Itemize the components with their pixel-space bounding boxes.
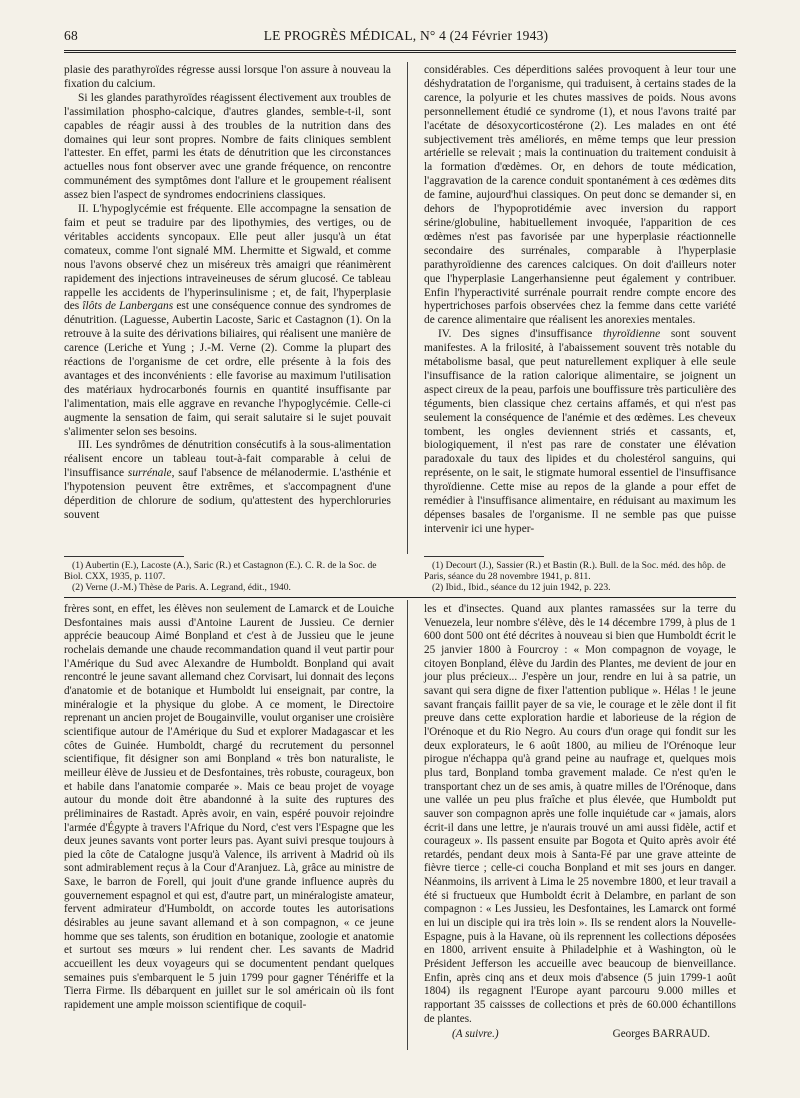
paragraph: les et d'insectes. Quand aux plantes ramassées sur la terre du Venuezela, leur nombre s'élève, dès le 14 décembre 1799, à plus de 1 600 dont 500 ont été décrites à nouveau si bien que Humboldt écrit le 25 janvier 1800 à Fourcroy : « Mon compagnon de voyage, le citoyen Bonpland, élève du Jardin des Plantes, me devient de jour en jour plus précieux... J'espère un jour, rendre en lui à sa patrie, un savant qui sera digne de fixer l'attention publique ». Hélas ! le jeune savant français faillit payer de sa vie, le courage et le zèle dont il fit preuve dans cette exploration hardie et laborieuse de la région de l'Orénoque et du Rio Negro. Au cours d'un orage qui fondit sur les deux explorateurs, le 6 août 1800, au milieu de l'Orénoque leur pirogue n'échappa qu'à grand peine au naufrage et, quelques mois plus tard, Bonpland tomba gravement malade. Ce n'est qu'en le transportant chez un de ses amis, à quatre milles de l'Orénoque, dans une vallée un peu plus fraîche et plus élevée, que Humboldt put sauver son compagnon après une folle inquiétude car « jamais, alors écrit-il dans une lettre, je n'aurais trouvé un ami aussi fidèle, actif et courageux ». Ils passent ensuite par Bogota et Quito après avoir été retardés, pendant deux mois à Santa-Fé par une grave atteinte de fièvre tierce ; celle-ci coucha Bonpland et mit ses jours en danger. Néanmoins, ils arrivent à Lima le 25 novembre 1800, et leur travail a été si fructueux que Humboldt écrit à Delambre, en parlant de son compagnon : « Les Jussieu, les Desfontaines, les Lamarck ont formé en lui un disciple qui ira très loin ». Ils se rendent alors la Nouvelle-Espagne, puis à la Havane, où ils reprennent les collections déposées en 1800, arrivent ensuite à Philadelphie et à Washington, où le Président Jefferson les accueille avec beaucoup de bienveillance. Enfin, après cinq ans et deux mois d'absence (5 juin 1799-1 août 1804) ils regagnent l'Europe ayant parcouru 9.000 milles et rapportant 35 caissses de collections et près de 60.000 échantillons de plantes. [424, 603, 736, 1025]
footnote-rule [64, 556, 184, 557]
running-header [64, 28, 734, 48]
italic-term: surrénale [127, 467, 172, 480]
section-rule [64, 597, 736, 598]
page-number: 68 [64, 28, 78, 43]
footnote: (1) Aubertin (E.), Lacoste (A.), Saric (R.) et Castagnon (E.). C. R. de la Soc. de Biol. CXX, 1935, p. 1107. [64, 560, 377, 583]
column-divider [407, 62, 408, 554]
footnote: (1) Decourt (J.), Sassier (R.) et Bastin (R.). Bull. de la Soc. méd. des hôp. de Paris, séance du 28 novembre 1941, p. 811. [424, 560, 726, 583]
article-column-right [424, 64, 736, 537]
paragraph: frères sont, en effet, les élèves non seulement de Lamarck et de Louiche Desfontaines mais aussi d'Antoine Laurent de Jussieu. Ce dernier apprécie beaucoup Aimé Bonpland et c'est à de Jussieu que le jeune rochelais demande une chaude recommandation quand il veut partir pour l'Amérique du Sud avec Alexandre de Humboldt. Bonpland qui avait rencontré le jeune savant allemand chez Corvisart, lui donnait des leçons d'anatomie et de botanique et Humboldt lui enseignait, par contre, la minéralogie et la physique du globe. A ce moment, le Directoire reprenant un ancien projet de Bougainville, voulut organiser une croisière scientifique autour de l'Amérique du Sud et explorer Madagascar et les côtes de Guinée. Humboldt, chargé du recrutement du personnel scientifique, fit désigner son ami Bonpland « très bon naturaliste, le meilleur élève de Jussieu et de Desfontaines, très robuste, courageux, bon et habile dans l'anatomie comparée ». Mais ce beau projet de voyage autour du monde doit être abandonné à la suite des ruptures des préliminaires de Rastadt. Après avoir, en vain, espéré pouvoir rejoindre l'armée d'Égypte à travers l'Afrique du Nord, c'est vers l'Espagne que les deux jeunes savants vont porter leurs pas. Ayant suivi presque toujours à pied la côte de Catalogne jusqu'à Valence, ils arrivent à Madrid où ils sont admirablement reçus à la Cour d'Aranjuez. Là, grâce au ministre de Saxe, le barron de Forell, qui jouit d'une grande influence auprès du gouvernement espagnol et qui est, d'autre part, un minéralogiste amateur, fervent admirateur d'Humboldt, on accorde toutes les autorisations désirables au jeune savant allemand et à son compagnon, « ce jeune homme que ses talents, son érudition en botanique, zoologie et anatomie et surtout ses mœurs » lui rendent cher. Les savants de Madrid accueillent les deux voyageurs qui se documentent pendant quelques semaines puis s'embarquent le 5 juin 1799 pour gagner Ténériffe et la Tierra Firme. Ils débarquent en juillet sur le sol américain où ils font rapidement une ample moisson scientifique de coquil- [64, 603, 394, 1012]
column-divider [407, 600, 408, 1050]
biography-column-left [64, 603, 394, 1013]
footnote: (2) Ibid., Ibid., séance du 12 juin 1942, p. 223. [432, 582, 611, 594]
journal-title: LE PROGRÈS MÉDICAL, N° 4 (24 Février 1943) [263, 28, 549, 43]
signature-row [424, 1028, 736, 1042]
italic-term: thyroïdienne [603, 328, 661, 341]
paragraph: considérables. Ces déperditions salées provoquent à leur tour une déshydratation de l'organisme, qui traduisent, à certains stades de la carence, la polyurie et les chutes massives de poids. Nous avons personnellement étudié ce syndrome (1), et nous l'avons traité par l'acétate de désoxycorticostérone (2). Les malades en ont été subjectivement très améliorés, en même temps que leur pression artérielle se relevait ; mais la continuation du traitement conduisit à la formation d'œdèmes. Or, en dehors de toute médication, l'aggravation de la carence conduit spontanément à ces œdèmes dits de famine, aujourd'hui classiques. On peut donc se demander si, en dehors de l'hypoprotidémie avec inversion du rapport sérine/globuline, habituellement invoquée, l'apparition de ces œdèmes n'est pas favorisée par une hyperplasie réactionnelle secondaire des surrénales, comparable à l'hyperplasie parathyroïdienne des carences calciques. On doit d'ailleurs noter que l'hyperplasie Langerhansienne peut également y contribuer. Enfin l'hyperactivité surrénale pourrait rendre compte encore des hypertrichoses parfois observées chez la femme dans cette variété de carence alimentaire que réalisent les anorexies mentales. [424, 64, 736, 327]
author-signature: Georges BARRAUD. [612, 1028, 710, 1041]
footnotes-right [424, 560, 736, 594]
article-column-left [64, 64, 391, 523]
to-be-continued: (A suivre.) [452, 1028, 499, 1041]
paragraph: Si les glandes parathyroïdes réagissent électivement aux troubles de l'assimilation phospho-calcique, d'autres glandes, semble-t-il, sont capables de réagir aussi à des troubles de la nutrition dans des domaines qui leur sont propres. Nombre de faits cliniques semblent l'attester. En effet, parmi les états de dénutrition que les circonstances actuelles nous font observer avec une grande fréquence, on rencontre communément des symptômes dont l'allure et le groupement réalisent assez bien l'aspect de syndromes endocriniens classiques. [64, 91, 391, 202]
footnote-rule [424, 556, 544, 557]
paragraph: IV. Des signes d'insuffisance thyroïdienne sont souvent manifestes. A la frilosité, à l'abaissement souvent très notable du métabolisme basal, que peut naturellement expliquer à elle seule l'insuffisance de la ration calorique alimentaire, se joignent un aspect cireux de la peau, parfois une bouffissure très particulière des téguments, bien classique chez certains affamés, et qui n'est pas seulement la conséquence de l'anémie et des œdèmes. Les cheveux tombent, les ongles deviennent striés et cassants, et, biologiquement, il n'est pas rare de constater une élévation paradoxale du taux des lipides et du cholestérol sanguins, qui représente, on le sait, le stigmate humoral essentiel de l'insuffisance thyroïdienne. Cette mise au repos de la glande a pour effet de remédier à l'insuffisance alimentaire, en réduisant au maximum les dépenses basales de l'organisme. Il ne semble pas que puisse intervenir ici une hyper- [424, 328, 736, 535]
paragraph: III. Les syndrômes de dénutrition consécutifs à la sous-alimentation réalisent encore un tableau tout-à-fait comparable à celui de l'insuffisance surrénale, sauf l'absence de mélanodermie. L'asthénie et l'hypotension peuvent être extrêmes, et s'accompagnent d'une déperdition de chlorure de sodium, qu'attestent des hyperchloruries souvent [64, 439, 391, 521]
header-rule [64, 50, 736, 53]
footnotes-left [64, 560, 391, 594]
paragraph: II. L'hypoglycémie est fréquente. Elle accompagne la sensation de faim et peut se traduire par des lipothymies, des vertiges, ou de véritables accidents syncopaux. Elle peut aller jusqu'à un état comateux, comme l'ont signalé MM. Lhermitte et Sigwald, et comme nous l'avons observé chez un miséreux très amaigri que réanimèrent rapidement des injections intraveineuses de sérum glucosé. Ce tableau rappelle les accidents de l'hyperinsulinisme ; et, de fait, l'hyperplasie des îlôts de Lanbergans est une conséquence connue des syndromes de dénutrition. (Laguesse, Aubertin Lacoste, Saric et Castagnon (1). On la retrouve à la suite des dérivations biliaires, qui réalisent une manière de carence (Leriche et Yung ; J.-M. Verne (2). Comme la plupart des réactions de l'organisme de cet ordre, elle présente à la fois des avantages et des inconvénients : elle favorise au maximum l'utilisation des matériaux hydrocarbonés fournis en quantité insuffisante par l'alimentation, mais elle aggrave en revanche l'hypoglycémie. Celle-ci augmente la sensation de faim, qui serait salutaire si le sujet pouvait s'alimenter selon ses besoins. [64, 203, 392, 438]
footnote: (2) Verne (J.-M.) Thèse de Paris. A. Legrand, édit., 1940. [72, 582, 291, 594]
biography-column-right [424, 603, 736, 1042]
italic-term: îlôts de Lanbergans [82, 300, 174, 313]
paragraph: plasie des parathyroïdes régresse aussi lorsque l'on assure à nouveau la fixation du calcium. [64, 64, 391, 90]
